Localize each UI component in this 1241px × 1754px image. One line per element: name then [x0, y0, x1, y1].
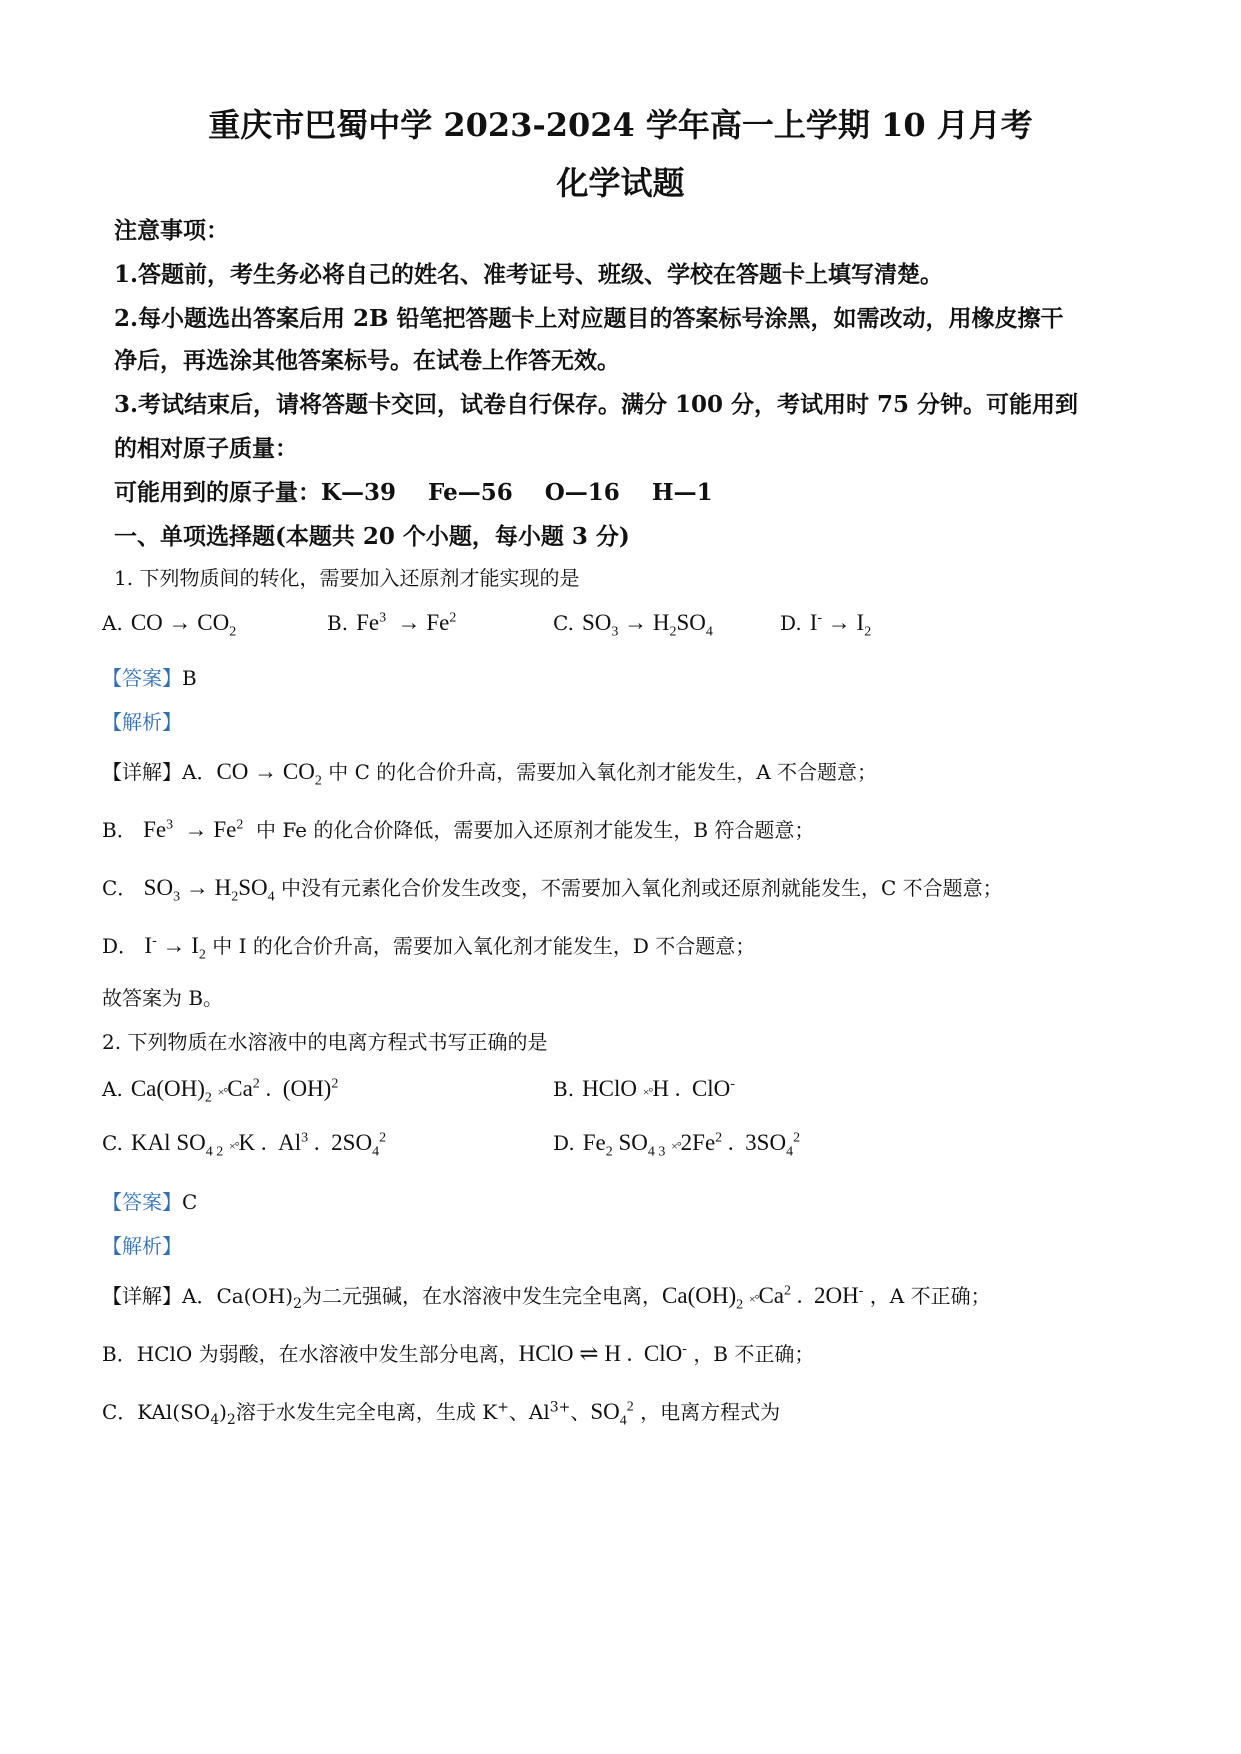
- q1-option-a-formula: CO → $CO_2$: [130, 610, 237, 640]
- notice-item-2a: 2.每小题选出答案后用 2B 铅笔把答题卡上对应题目的答案标号涂黑，如需改动，用橡皮擦干: [114, 305, 1064, 332]
- notice-item-3b: 的相对原子质量：: [114, 435, 298, 462]
- q2-answer-tag: 【答案】: [102, 1190, 182, 1214]
- section-heading: 一、单项选择题(本题共 20 个小题，每小题 3 分): [114, 523, 630, 550]
- q1-stem: 1. 下列物质间的转化，需要加入还原剂才能实现的是: [114, 566, 580, 590]
- q2-detail-b: B．HClO 为弱酸，在水溶液中发生部分电离，HClO ⇌ H . ClO- ，B 不正确；: [102, 1341, 815, 1366]
- q2-option-b-formula: HClO ×°H . ClO-: [582, 1076, 735, 1101]
- notice-item-1: 1.答题前，考生务必将自己的姓名、准考证号、班级、学校在答题卡上填写清楚。: [114, 261, 944, 288]
- q2-option-c-formula: KAl $SO_{4 2} \times^\circ K$ . Al$^3$ . $2SO_4^2$: [130, 1130, 387, 1160]
- exam-title: 重庆市巴蜀中学 2023-2024 学年高一上学期 10 月月考: [208, 106, 1033, 144]
- q2-stem: 2. 下列物质在水溶液中的电离方程式书写正确的是: [102, 1030, 548, 1054]
- q1-option-c: C. $SO_3 \to H_2SO_4$: [553, 610, 713, 640]
- q2-option-d-formula: $Fe_2$ $SO_{4 3} \times^\circ 2Fe^2$ . $3SO_4^2$: [582, 1130, 801, 1160]
- notice-item-3a: 3.考试结束后，请将答题卡交回，试卷自行保存。满分 100 分，考试用时 75 分钟。可能用到: [114, 391, 1079, 418]
- q2-detail-a: 【详解】A．$Ca(OH)_2$为二元强碱，在水溶液中发生完全电离，$Ca(OH)_2 \times^\circ Ca^2$ . 2OH- ，A 不正确；: [102, 1283, 991, 1313]
- q1-option-d-formula: $I^- \to I_2$: [809, 610, 872, 640]
- atomic-mass-values: K—39 Fe—56 O—16 H—1: [321, 479, 713, 506]
- q1-answer-tag: 【答案】: [102, 666, 182, 690]
- q1-detail-c: C． $SO_3 \to H_2SO_4$ 中没有元素化合价发生改变，不需要加入氧化剂或还原剂就能发生，C 不合题意；: [102, 875, 1003, 905]
- q1-option-b: B. $Fe^3 \to Fe^2$: [327, 610, 457, 635]
- atomic-mass-prefix: 可能用到的原子量：: [114, 479, 321, 506]
- q1-option-c-formula: $SO_3 \to H_2SO_4$: [581, 610, 713, 640]
- q2-option-b: B. HClO ×°H . ClO-: [553, 1076, 735, 1101]
- q1-option-d: D. $I^- \to I_2$: [780, 610, 872, 640]
- q1-answer-value: B: [182, 666, 197, 690]
- q2-option-c: C. KAl $SO_{4 2} \times^\circ K$ . Al$^3$ . $2SO_4^2$: [102, 1130, 387, 1160]
- q1-detail-a: 【详解】A．CO → $CO_2$ 中 C 的化合价升高，需要加入氧化剂才能发生，A 不合题意；: [102, 759, 878, 789]
- q1-option-a: A. CO → $CO_2$: [102, 610, 237, 640]
- exam-subtitle: 化学试题: [556, 164, 685, 202]
- q1-detail-d: D． $I^- \to I_2$ 中 I 的化合价升高，需要加入氧化剂才能发生，D 不合题意；: [102, 933, 756, 963]
- q1-conclusion: 故答案为 B。: [102, 986, 224, 1010]
- q2-answer: [102, 1186, 197, 1215]
- notice-item-2b: 净后，再选涂其他答案标号。在试卷上作答无效。: [114, 347, 620, 374]
- atomic-mass-line: [114, 474, 713, 507]
- q1-analysis-tag: 【解析】: [102, 710, 182, 734]
- notice-heading: 注意事项：: [114, 217, 229, 244]
- q1-option-b-formula: $Fe^3 \to Fe^2$: [356, 610, 457, 635]
- q2-analysis-tag: 【解析】: [102, 1234, 182, 1258]
- q2-detail-c: C．$KAl(SO_4)_2$溶于水发生完全电离，生成 K+、$Al^{3+}$、$SO_4^2$ ，电离方程式为: [102, 1399, 781, 1429]
- q2-option-a: A. $Ca(OH)_2 \times^\circ Ca^2$ . (OH)$^2$: [102, 1076, 339, 1106]
- q2-answer-value: C: [182, 1190, 198, 1214]
- q2-option-d: D. $Fe_2$ $SO_{4 3} \times^\circ 2Fe^2$ . $3SO_4^2$: [553, 1130, 801, 1160]
- q1-answer: [102, 662, 197, 691]
- q1-detail-b: B． $Fe^3 \to Fe^2$ 中 Fe 的化合价降低，需要加入还原剂才能发生，B 符合题意；: [102, 817, 815, 842]
- q2-option-a-formula: $Ca(OH)_2 \times^\circ Ca^2$ . (OH)$^2$: [130, 1076, 339, 1106]
